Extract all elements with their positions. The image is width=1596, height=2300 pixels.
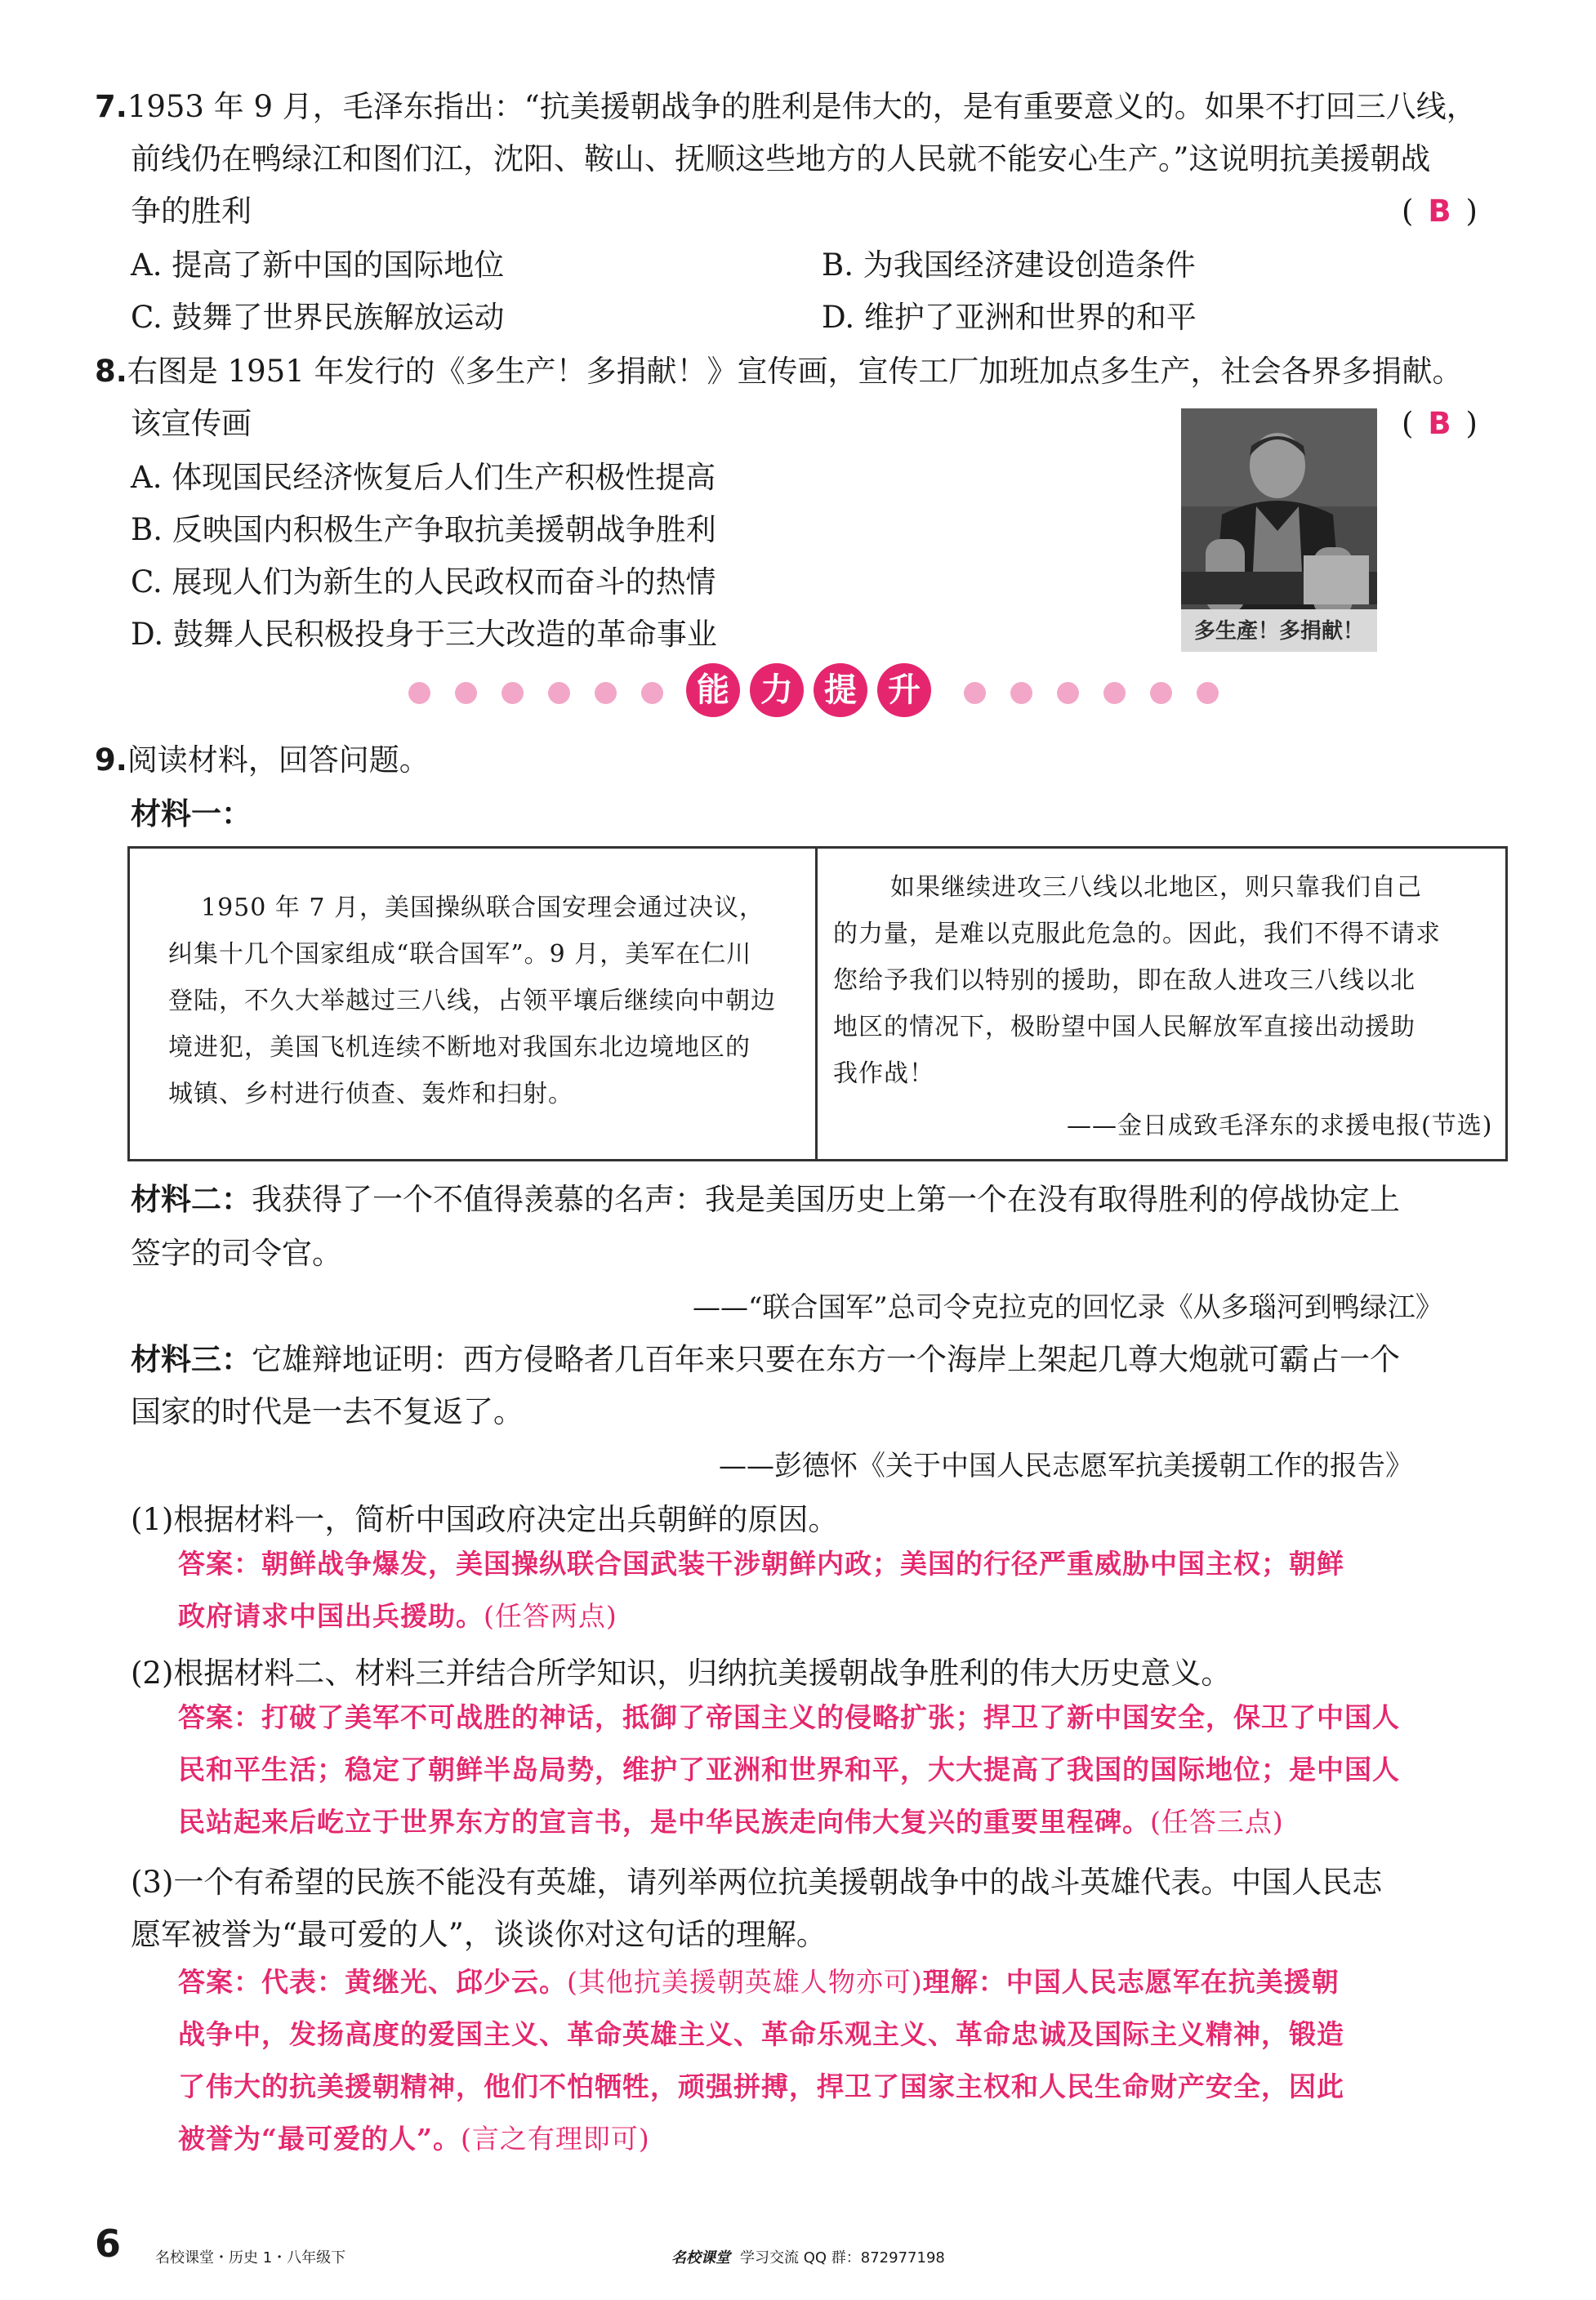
q8-answer: B [1428, 406, 1451, 441]
material1-left-line2: 纠集十几个国家组成“联合国军”。9 月，美军在仁川 [168, 940, 752, 969]
footer-contact: 学习交流 QQ 群：872977198 [740, 2249, 945, 2267]
material1-right-line3: 您给予我们以特别的援助，即在敌人进攻三八线以北 [833, 966, 1415, 995]
footer-book-title: 名校课堂・历史 1・八年级下 [155, 2249, 346, 2267]
material1-right-line4: 地区的情况下，极盼望中国人民解放军直接出动援助 [833, 1013, 1415, 1041]
sub1-answer-note: (任答两点) [484, 1600, 617, 1632]
sub2-answer-line2: 民和平生活；稳定了朝鲜半岛局势，维护了亚洲和世界和平，大大提高了我国的国际地位；是中国人 [178, 1754, 1400, 1785]
banner-char-1: 能 [686, 663, 740, 717]
sub2-answer-line3: 民站起来后屹立于世界东方的宣言书，是中华民族走向伟大复兴的重要里程碑。(任答三点) [178, 1806, 1284, 1838]
q8-answer-parentheses: ( B ) [1402, 403, 1478, 444]
page-number: 6 [95, 2222, 122, 2266]
banner-dots-right [964, 676, 1219, 709]
material3-label: 材料三： [131, 1342, 252, 1377]
sub3-question-line2: 愿军被誉为“最可爱的人”，谈谈你对这句话的理解。 [131, 1917, 827, 1952]
material3-line1: 材料三：它雄辩地证明：西方侵略者几百年来只要在东方一个海岸上架起几尊大炮就可霸占一个 [131, 1342, 1400, 1377]
material2-label: 材料二： [131, 1182, 252, 1217]
sub3-answer-note-1: (其他抗美援朝英雄人物亦可) [567, 1966, 923, 1998]
material3-source: ——彭德怀《关于中国人民志愿军抗美援朝工作的报告》 [719, 1450, 1413, 1482]
q7-option-d: D. 维护了亚洲和世界的和平 [822, 300, 1197, 335]
material2-source: ——“联合国军”总司令克拉克的回忆录《从多瑙河到鸭绿江》 [693, 1291, 1443, 1324]
q7-line2: 前线仍在鸭绿江和图们江，沈阳、鞍山、抚顺这些地方的人民就不能安心生产。”这说明抗美援朝战 [131, 141, 1431, 176]
sub1-answer-line1: 答案：朝鲜战争爆发，美国操纵联合国武装干涉朝鲜内政；美国的行径严重威胁中国主权；朝鲜 [178, 1548, 1344, 1580]
banner-char-4: 升 [877, 663, 931, 717]
material1-left-line5: 城镇、乡村进行侦查、轰炸和扫射。 [168, 1080, 573, 1108]
material1-right-source: ——金日成致毛泽东的求援电报(节选) [1067, 1112, 1493, 1140]
q9-prompt: 9.阅读材料，回答问题。 [95, 742, 430, 778]
q8-line1 [95, 351, 1463, 392]
material1-left-line3: 登陆，不久大举越过三八线，占领平壤后继续向中朝边 [168, 987, 776, 1015]
q7-line1 [95, 87, 1477, 127]
material1-left-line1: 1950 年 7 月，美国操纵联合国安理会通过决议， [201, 894, 765, 922]
sub3-answer-note: (言之有理即可) [460, 2123, 650, 2155]
q7-number: 7. [95, 89, 127, 124]
material1-left-line4: 境进犯，美国飞机连续不断地对我国东北边境地区的 [168, 1033, 751, 1062]
banner-char-2: 力 [750, 663, 804, 717]
material1-right-line2: 的力量，是难以克服此危急的。因此，我们不得不请求 [833, 920, 1441, 948]
section-banner [686, 663, 931, 717]
material1-right-line5: 我作战！ [833, 1059, 934, 1088]
q7-line3: 争的胜利 [131, 194, 252, 229]
sub3-answer-line2: 战争中，发扬高度的爱国主义、革命英雄主义、革命乐观主义、革命忠诚及国际主义精神，锻造 [178, 2018, 1344, 2050]
q7-option-b: B. 为我国经济建设创造条件 [822, 247, 1196, 283]
q8-option-c: C. 展现人们为新生的人民政权而奋斗的热情 [131, 564, 716, 600]
propaganda-poster-image [1181, 408, 1377, 652]
sub1-question: (1)根据材料一，简析中国政府决定出兵朝鲜的原因。 [131, 1502, 839, 1537]
sub2-answer-line1: 答案：打破了美军不可战胜的神话，抵御了帝国主义的侵略扩张；捍卫了新中国安全，保卫了中国人 [178, 1701, 1400, 1733]
material1-right-line1: 如果继续进攻三八线以北地区，则只靠我们自己 [890, 873, 1422, 902]
q7-answer: B [1428, 194, 1451, 229]
q7-option-c: C. 鼓舞了世界民族解放运动 [131, 300, 505, 335]
material2-line2: 签字的司令官。 [131, 1236, 342, 1271]
material3-line2: 国家的时代是一去不复返了。 [131, 1394, 524, 1429]
q8-option-d: D. 鼓舞人民积极投身于三大改造的革命事业 [131, 617, 717, 652]
material1-label: 材料一： [131, 796, 252, 831]
sub2-answer-note: (任答三点) [1150, 1806, 1284, 1838]
q9-number: 9. [95, 742, 127, 778]
banner-char-3: 提 [814, 663, 867, 717]
q8-number: 8. [95, 354, 127, 389]
footer-brand-logo: 名校课堂 [671, 2249, 730, 2267]
sub3-answer-line1: 答案：代表：黄继光、邱少云。(其他抗美援朝英雄人物亦可)理解：中国人民志愿军在抗美援朝 [178, 1966, 1340, 1998]
sub1-answer-line2: 政府请求中国出兵援助。(任答两点) [178, 1600, 617, 1632]
sub2-question: (2)根据材料二、材料三并结合所学知识，归纳抗美援朝战争胜利的伟大历史意义。 [131, 1656, 1232, 1691]
material2-line1: 材料二：我获得了一个不值得羡慕的名声：我是美国历史上第一个在没有取得胜利的停战协定上 [131, 1182, 1400, 1217]
sub3-answer-line4: 被誉为“最可爱的人”。(言之有理即可) [178, 2123, 650, 2155]
sub3-question-line1: (3)一个有希望的民族不能没有英雄，请列举两位抗美援朝战争中的战斗英雄代表。中国人民志 [131, 1865, 1383, 1900]
poster-caption: 多生產！多捐献！ [1193, 619, 1364, 644]
q7-option-a: A. 提高了新中国的国际地位 [131, 247, 505, 283]
q8-line2: 该宣传画 [131, 406, 252, 441]
q8-option-a: A. 体现国民经济恢复后人们生产积极性提高 [131, 460, 716, 495]
banner-dots-left [408, 676, 663, 709]
q8-option-b: B. 反映国内积极生产争取抗美援朝战争胜利 [131, 512, 716, 547]
sub3-answer-line3: 了伟大的抗美援朝精神，他们不怕牺牲，顽强拼搏，捍卫了国家主权和人民生命财产安全，因此 [178, 2070, 1344, 2102]
q7-text: 1953 年 9 月，毛泽东指出：“抗美援朝战争的胜利是伟大的，是有重要意义的。如果不打回三八线， [127, 89, 1477, 124]
material1-divider [815, 846, 818, 1161]
q8-text: 右图是 1951 年发行的《多生产！多捐献！》宣传画，宣传工厂加班加点多生产，社会各界多捐献。 [127, 354, 1463, 389]
q7-answer-parentheses: ( B ) [1402, 191, 1478, 232]
